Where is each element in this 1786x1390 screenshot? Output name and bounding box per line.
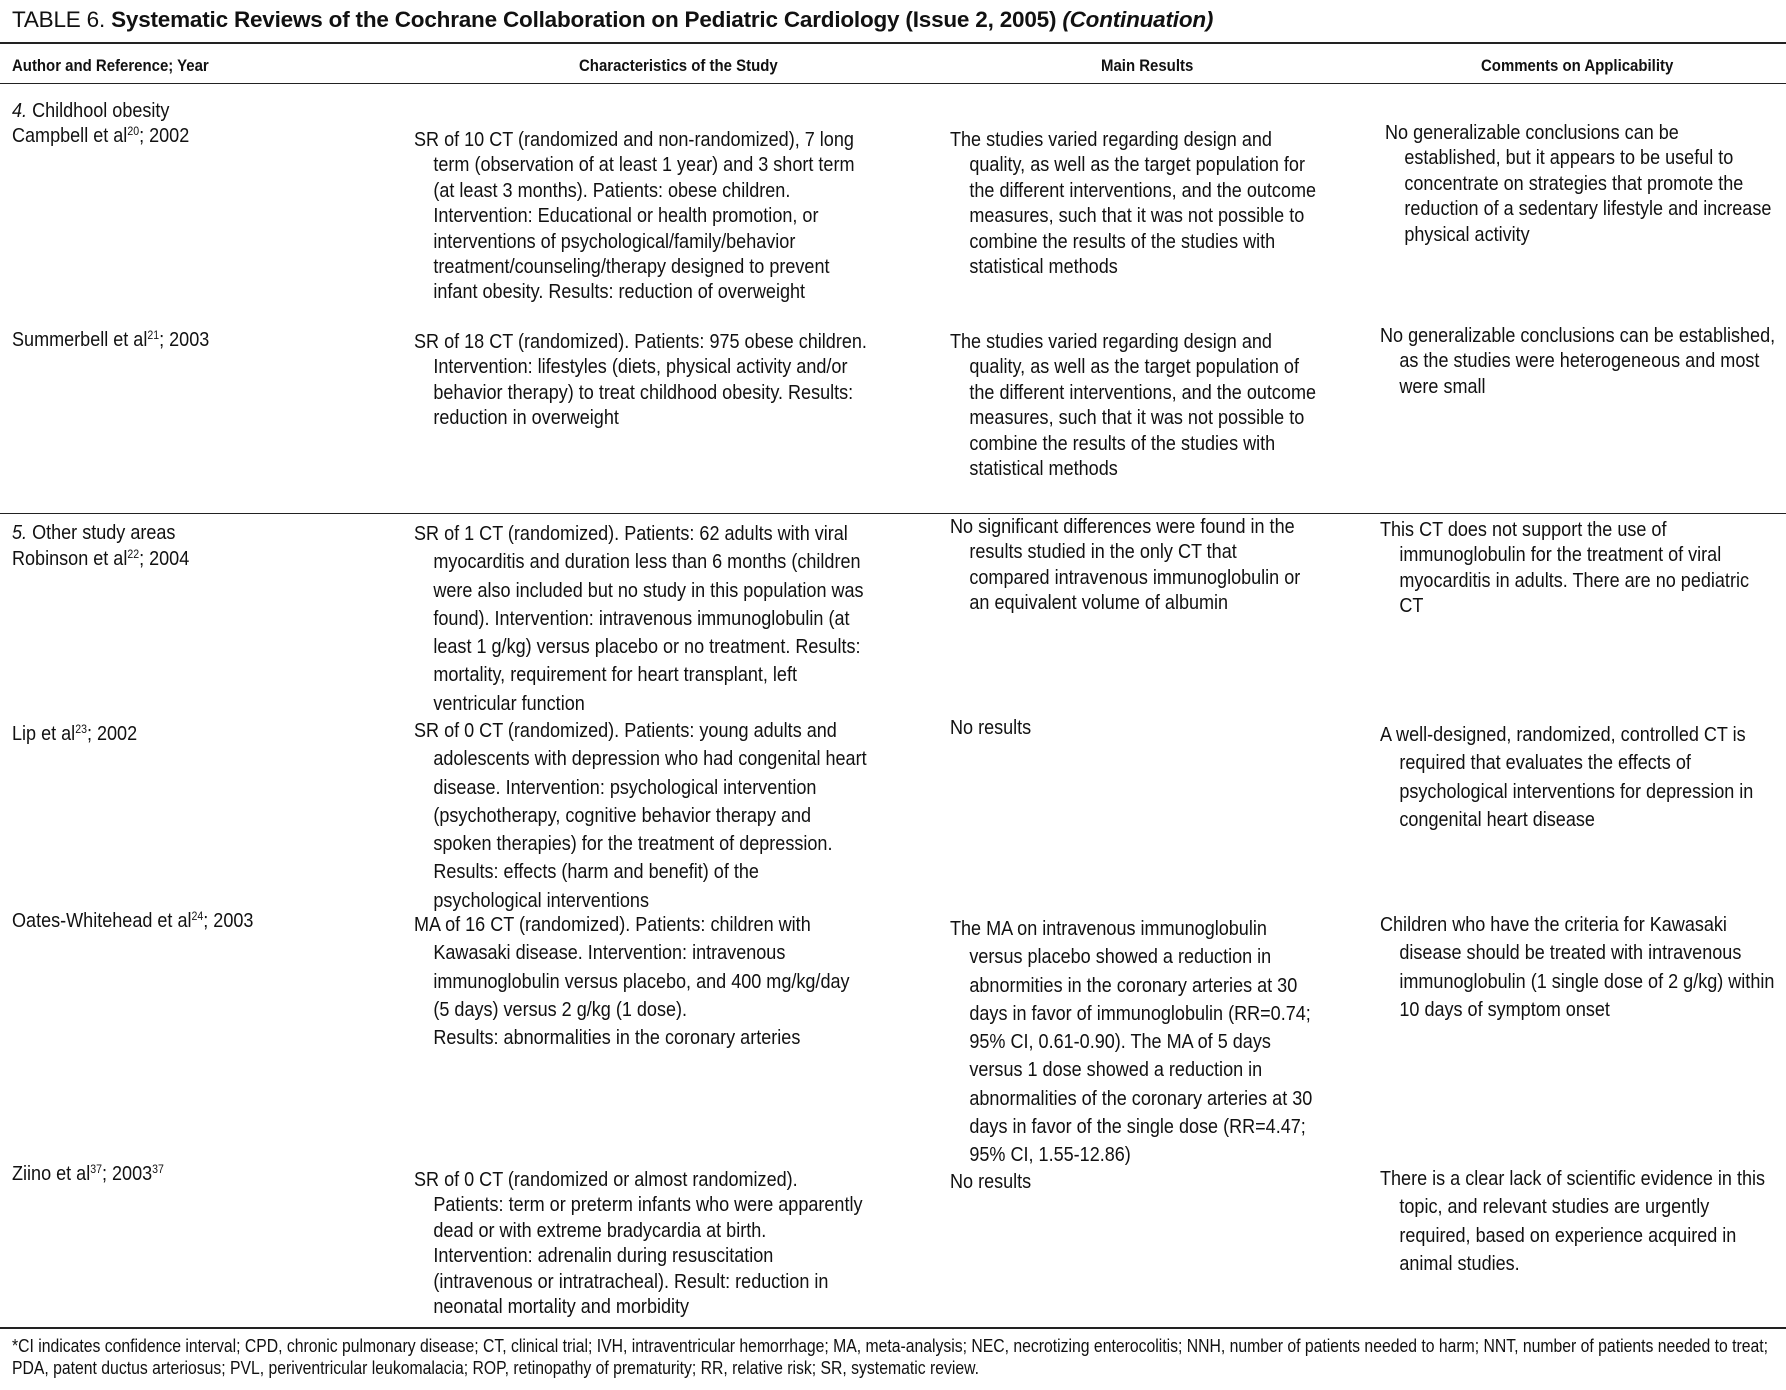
header-comments: Comments on Applicability — [1481, 56, 1674, 75]
row-results: No significant differences were found in the results studied in the only CT that compared intravenous immunoglobulin or an equivalent volume of albumin — [950, 515, 1301, 615]
row-results: The MA on intravenous immunoglobulin versus placebo showed a reduction in abnormities in the coronary arteries at 30 days in favor of immunoglobulin (RR=0.74; 95% CI, 0.61-0.90). The MA of 5 days versus 1 dose showed a reduction in abnormalities of the coronary arteries at 30 days in favor of the single dose (RR=4.47; 95% CI, 1.55-12.86) — [950, 917, 1313, 1167]
row-characteristics: SR of 10 CT (randomized and non-randomized), 7 long term (observation of at least 1 year) and 3 short term (at least 3 months). Patients: obese children. Intervention: Educational or health promotion, or interventions of psychological/family/behavior treatment/counseling/therapy designed to prevent infant obesity. Results: reduction of overweight — [414, 128, 855, 304]
row-characteristics: SR of 0 CT (randomized or almost randomized). Patients: term or preterm infants who were apparently dead or with extreme bradycardia at birth. Intervention: adrenalin during resuscitation (intravenous or intratracheal). Result: reduction in neonatal mortality and morbidity — [414, 1168, 863, 1319]
row-results: The studies varied regarding design and quality, as well as the target population of the different interventions, and the outcome measures, such that it was not possible to combine the results of the studies with statistical methods — [950, 330, 1317, 481]
row-comments: There is a clear lack of scientific evidence in this topic, and relevant studies are urgently required, based on experience acquired in animal studies. — [1380, 1167, 1766, 1275]
row-characteristics: SR of 18 CT (randomized). Patients: 975 obese children. Intervention: lifestyles (diets, physical activity and/or behavior therapy) to treat childhood obesity. Results: reduction in overweight — [414, 330, 867, 430]
row-characteristics: SR of 0 CT (randomized). Patients: young adults and adolescents with depression who had congenital heart disease. Intervention: psychological intervention (psychotherapy, cognitive behavior therapy and spoken therapies) for the treatment of depression. Results: effects (harm and benefit) of the psychological interventions — [414, 719, 867, 912]
row-author: Lip et $al^{23}$; 2002 — [12, 722, 138, 745]
section-divider — [0, 513, 1786, 514]
bottom-rule — [0, 1327, 1786, 1329]
row-comments: Children who have the criteria for Kawasaki disease should be treated with intravenous immunoglobulin (1 single dose of 2 g/kg) within 10 days of symptom onset — [1380, 913, 1775, 1021]
header-results: Main Results — [1101, 56, 1194, 75]
top-rule — [0, 42, 1786, 44]
header-author: Author and Reference; Year — [12, 56, 209, 75]
table-footnote: *CI indicates confidence interval; CPD, chronic pulmonary disease; CT, clinical trial; IVH, intraventricular hemorrhage; MA, meta-analysis; NEC, necrotizing enterocolitis; NNH, number of patients needed to harm; NNT, number of patients needed to treat; PDA, patent ductus arteriosus; PVL, periventricular leukomalacia; ROP, retinopathy of prematurity; RR, relative risk; SR, systematic review. — [12, 1336, 1769, 1378]
row-characteristics: MA of 16 CT (randomized). Patients: children with Kawasaki disease. Intervention: intravenous immunoglobulin versus placebo, and 400 mg/kg/day (5 days) versus 2 g/kg (1 dose). Results: abnormalities in the coronary arteries — [414, 913, 850, 1050]
row-comments: No generalizable conclusions can be established, as the studies were heterogeneous and most were small — [1380, 324, 1776, 398]
table-title-prefix: TABLE 6. — [12, 7, 112, 32]
header-characteristics: Characteristics of the Study — [579, 56, 778, 75]
row-comments: No generalizable conclusions can be established, but it appears to be useful to concentrate on strategies that promote the reduction of a sedentary lifestyle and increase physical activity — [1385, 121, 1772, 246]
section-name: Childhool obesity — [27, 99, 170, 122]
header-rule — [0, 83, 1786, 84]
row-comments: A well-designed, randomized, controlled CT is required that evaluates the effects of psychological interventions for depression in congenital heart disease — [1380, 723, 1754, 831]
row-results: The studies varied regarding design and quality, as well as the target population for the different interventions, and the outcome measures, such that it was not possible to combine the results of the studies with statistical methods — [950, 128, 1317, 279]
section-number: 5. — [12, 521, 28, 544]
section-number: 4. — [12, 99, 28, 122]
row-results: No results — [950, 1170, 1032, 1193]
section-name: Other study areas — [27, 521, 176, 544]
row-comments: This CT does not support the use of immunoglobulin for the treatment of viral myocarditis in adults. There are no pediatric CT — [1380, 518, 1749, 618]
row-author: Robinson et $al^{22}$; 2004 — [12, 547, 190, 570]
row-author: Oates-Whitehead et $al^{24}$; 2003 — [12, 909, 254, 932]
table-title — [12, 5, 1782, 35]
row-results: No results — [950, 716, 1032, 739]
table-title-main: Systematic Reviews of the Cochrane Collaboration on Pediatric Cardiology (Issue 2, 2005) — [111, 7, 1063, 32]
row-author: Ziino et $al^{37}$; 2003$^{37}$ — [12, 1162, 164, 1185]
row-characteristics: SR of 1 CT (randomized). Patients: 62 adults with viral myocarditis and duration less than 6 months (children were also included but no study in this population was found). Intervention: intravenous immunoglobulin (at least 1 g/kg) versus placebo or no treatment. Results: mortality, requirement for heart transplant, left ventricular function — [414, 522, 864, 715]
row-author: Summerbell et $al^{21}$; 2003 — [12, 328, 210, 351]
section-label — [12, 98, 399, 123]
section-label — [12, 520, 399, 545]
row-author: Campbell et $al^{20}$; 2002 — [12, 124, 190, 147]
table-title-suffix: (Continuation) — [1062, 7, 1214, 32]
